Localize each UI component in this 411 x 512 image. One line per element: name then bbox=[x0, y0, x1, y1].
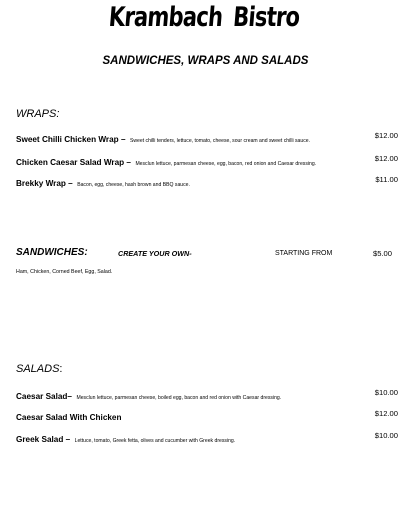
starting-from-label: STARTING FROM bbox=[275, 250, 333, 257]
item-name: Sweet Chilli Chicken Wrap – bbox=[16, 135, 126, 144]
sandwiches-heading: SANDWICHES: bbox=[16, 247, 88, 258]
item-description: Bacon, egg, cheese, hash brown and BBQ sauce. bbox=[77, 182, 190, 188]
menu-item-caesar-salad-with-chicken bbox=[16, 407, 398, 421]
sandwich-price: $5.00 bbox=[372, 249, 392, 258]
item-name: Caesar Salad With Chicken bbox=[16, 413, 122, 422]
sandwiches-row bbox=[16, 246, 398, 260]
sandwich-fillings: Ham, Chicken, Corned Beef, Egg, Salad. bbox=[16, 269, 113, 275]
menu-item-greek-salad bbox=[16, 429, 398, 443]
item-description: Mesclun lettuce, parmesan cheese, egg, bacon, red onion and Caesar dressing. bbox=[135, 161, 317, 167]
logo-word-2: Bistro bbox=[231, 2, 301, 33]
item-price: $12.00 bbox=[374, 131, 398, 140]
menu-item-brekky-wrap bbox=[16, 173, 398, 187]
item-name: Chicken Caesar Salad Wrap – bbox=[16, 158, 131, 167]
wraps-heading: WRAPS: bbox=[16, 108, 60, 120]
item-description: Sweet chilli tenders, lettuce, tomato, cheese, sour cream and sweet chilli sauce. bbox=[129, 138, 311, 144]
salads-heading bbox=[16, 362, 62, 376]
logo-word-1: Krambach bbox=[107, 2, 224, 33]
menu-item-chicken-caesar-salad-wrap bbox=[16, 152, 398, 166]
item-description: Mesclun lettuce, parmesan cheese, boiled egg, bacon and red onion with Caesar dressing. bbox=[76, 395, 282, 401]
menu-item-caesar-salad bbox=[16, 386, 398, 400]
item-price: $12.00 bbox=[374, 409, 398, 418]
item-description: Lettuce, tomato, Greek fetta, olives and cucumber with Greek dressing. bbox=[74, 438, 236, 444]
item-price: $10.00 bbox=[374, 388, 398, 397]
menu-subtitle: SANDWICHES, WRAPS AND SALADS bbox=[102, 55, 309, 67]
item-name: Greek Salad – bbox=[16, 435, 71, 444]
item-name: Caesar Salad– bbox=[16, 392, 72, 401]
menu-item-sweet-chilli-chicken-wrap bbox=[16, 129, 398, 143]
salads-heading-text: SALADS bbox=[16, 363, 60, 375]
item-name: Brekky Wrap – bbox=[16, 179, 73, 188]
item-price: $10.00 bbox=[374, 431, 398, 440]
item-price: $12.00 bbox=[374, 154, 398, 163]
create-your-own-label: CREATE YOUR OWN- bbox=[118, 249, 192, 258]
salads-heading-colon: : bbox=[59, 363, 63, 375]
bistro-logo bbox=[42, 0, 366, 36]
item-price: $11.00 bbox=[375, 175, 398, 184]
